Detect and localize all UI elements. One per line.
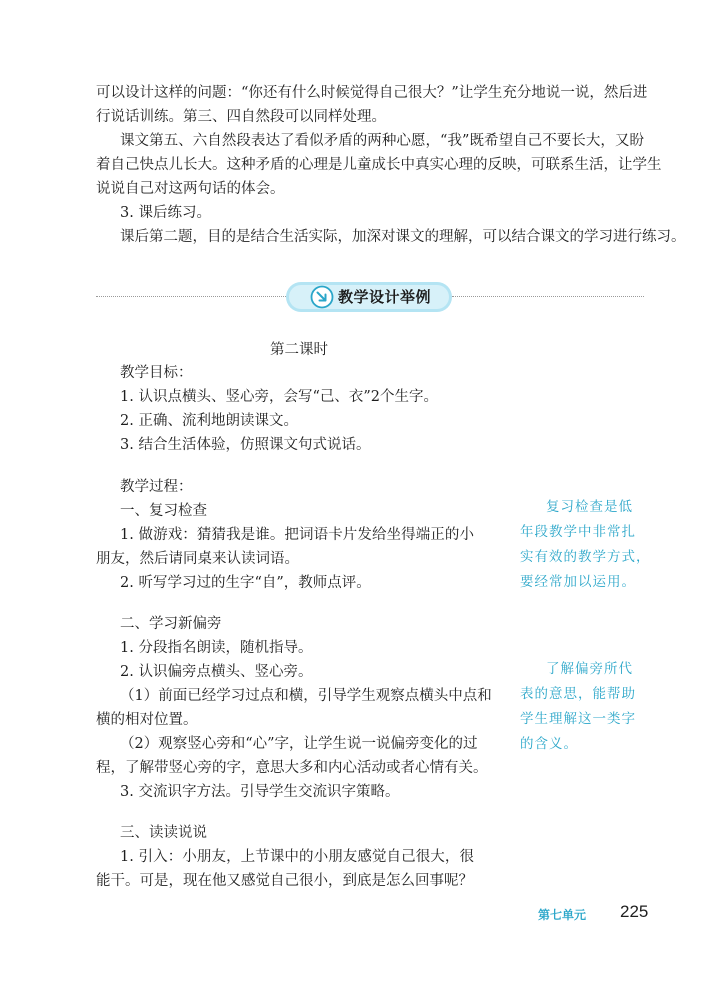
- section-1-item-2: 2. 听写学习过的生字“自”，教师点评。: [120, 575, 371, 591]
- section-3-heading: 三、读读说说: [120, 825, 207, 841]
- divider-right: [452, 296, 644, 297]
- section-title: 教学设计举例: [338, 288, 432, 306]
- goals-heading: 教学目标：: [120, 365, 193, 381]
- check-arrow-icon: [310, 285, 334, 309]
- margin-note-2-line: 学生理解这一类字: [520, 711, 636, 727]
- intro-p3: 3. 课后练习。: [120, 205, 211, 221]
- intro-p1-line2: 行说话训练。第三、四自然段可以同样处理。: [96, 109, 386, 125]
- section-banner: [286, 282, 452, 312]
- section-1-item-1-line2: 朋友，然后请同桌来认读词语。: [96, 551, 299, 567]
- margin-note-2-line: 的含义。: [520, 736, 578, 752]
- footer-unit-label: 第七单元: [538, 908, 587, 922]
- section-2-item-1: 1. 分段指名朗读，随机指导。: [120, 640, 313, 656]
- intro-p2-line2: 着自己快点儿长大。这种矛盾的心理是儿童成长中真实心理的反映，可联系生活，让学生: [96, 157, 662, 173]
- intro-p2-line3: 说说自己对这两句话的体会。: [96, 181, 285, 197]
- page-number: 225: [620, 902, 649, 921]
- section-2-sub-1-line1: （1）前面已经学习过点和横，引导学生观察点横头中点和: [120, 688, 492, 704]
- margin-note-2-line: 表的意思，能帮助: [520, 686, 636, 702]
- margin-note-1-line: 年段教学中非常扎: [520, 524, 636, 540]
- section-2-sub-2-line1: （2）观察竖心旁和“心”字，让学生说一说偏旁变化的过: [120, 736, 478, 752]
- section-1-heading: 一、复习检查: [120, 503, 207, 519]
- intro-p4: 课后第二题，目的是结合生活实际，加深对课文的理解，可以结合课文的学习进行练习。: [120, 229, 686, 245]
- process-heading: 教学过程：: [120, 479, 193, 495]
- margin-note-1-line: 实有效的教学方式，: [520, 549, 651, 565]
- section-3-item-1-line2: 能干。可是，现在他又感觉自己很小，到底是怎么回事呢？: [96, 873, 473, 889]
- section-2-heading: 二、学习新偏旁: [120, 616, 222, 632]
- intro-p1-line1: 可以设计这样的问题：“你还有什么时候觉得自己很大？”让学生充分地说一说，然后进: [96, 85, 648, 101]
- section-2-item-3: 3. 交流识字方法。引导学生交流识字策略。: [120, 784, 400, 800]
- lesson-title: 第二课时: [270, 342, 328, 358]
- section-1-item-1-line1: 1. 做游戏：猜猜我是谁。把词语卡片发给坐得端正的小: [120, 527, 474, 543]
- intro-p2-line1: 课文第五、六自然段表达了看似矛盾的两种心愿，“我”既希望自己不要长大，又盼: [120, 133, 644, 149]
- margin-note-2-line: 了解偏旁所代: [546, 661, 633, 677]
- section-2-item-2: 2. 认识偏旁点横头、竖心旁。: [120, 664, 313, 680]
- divider-left: [96, 296, 286, 297]
- margin-note-1-line: 要经常加以运用。: [520, 574, 636, 590]
- goal-item: 1. 认识点横头、竖心旁，会写“己、衣”2个生字。: [120, 389, 438, 405]
- goal-item: 2. 正确、流利地朗读课文。: [120, 413, 298, 429]
- margin-note-1-line: 复习检查是低: [546, 499, 633, 515]
- goal-item: 3. 结合生活体验，仿照课文句式说话。: [120, 437, 371, 453]
- section-2-sub-1-line2: 横的相对位置。: [96, 712, 198, 728]
- section-2-sub-2-line2: 程，了解带竖心旁的字，意思大多和内心活动或者心情有关。: [96, 760, 488, 776]
- section-3-item-1-line1: 1. 引入：小朋友，上节课中的小朋友感觉自己很大，很: [120, 849, 474, 865]
